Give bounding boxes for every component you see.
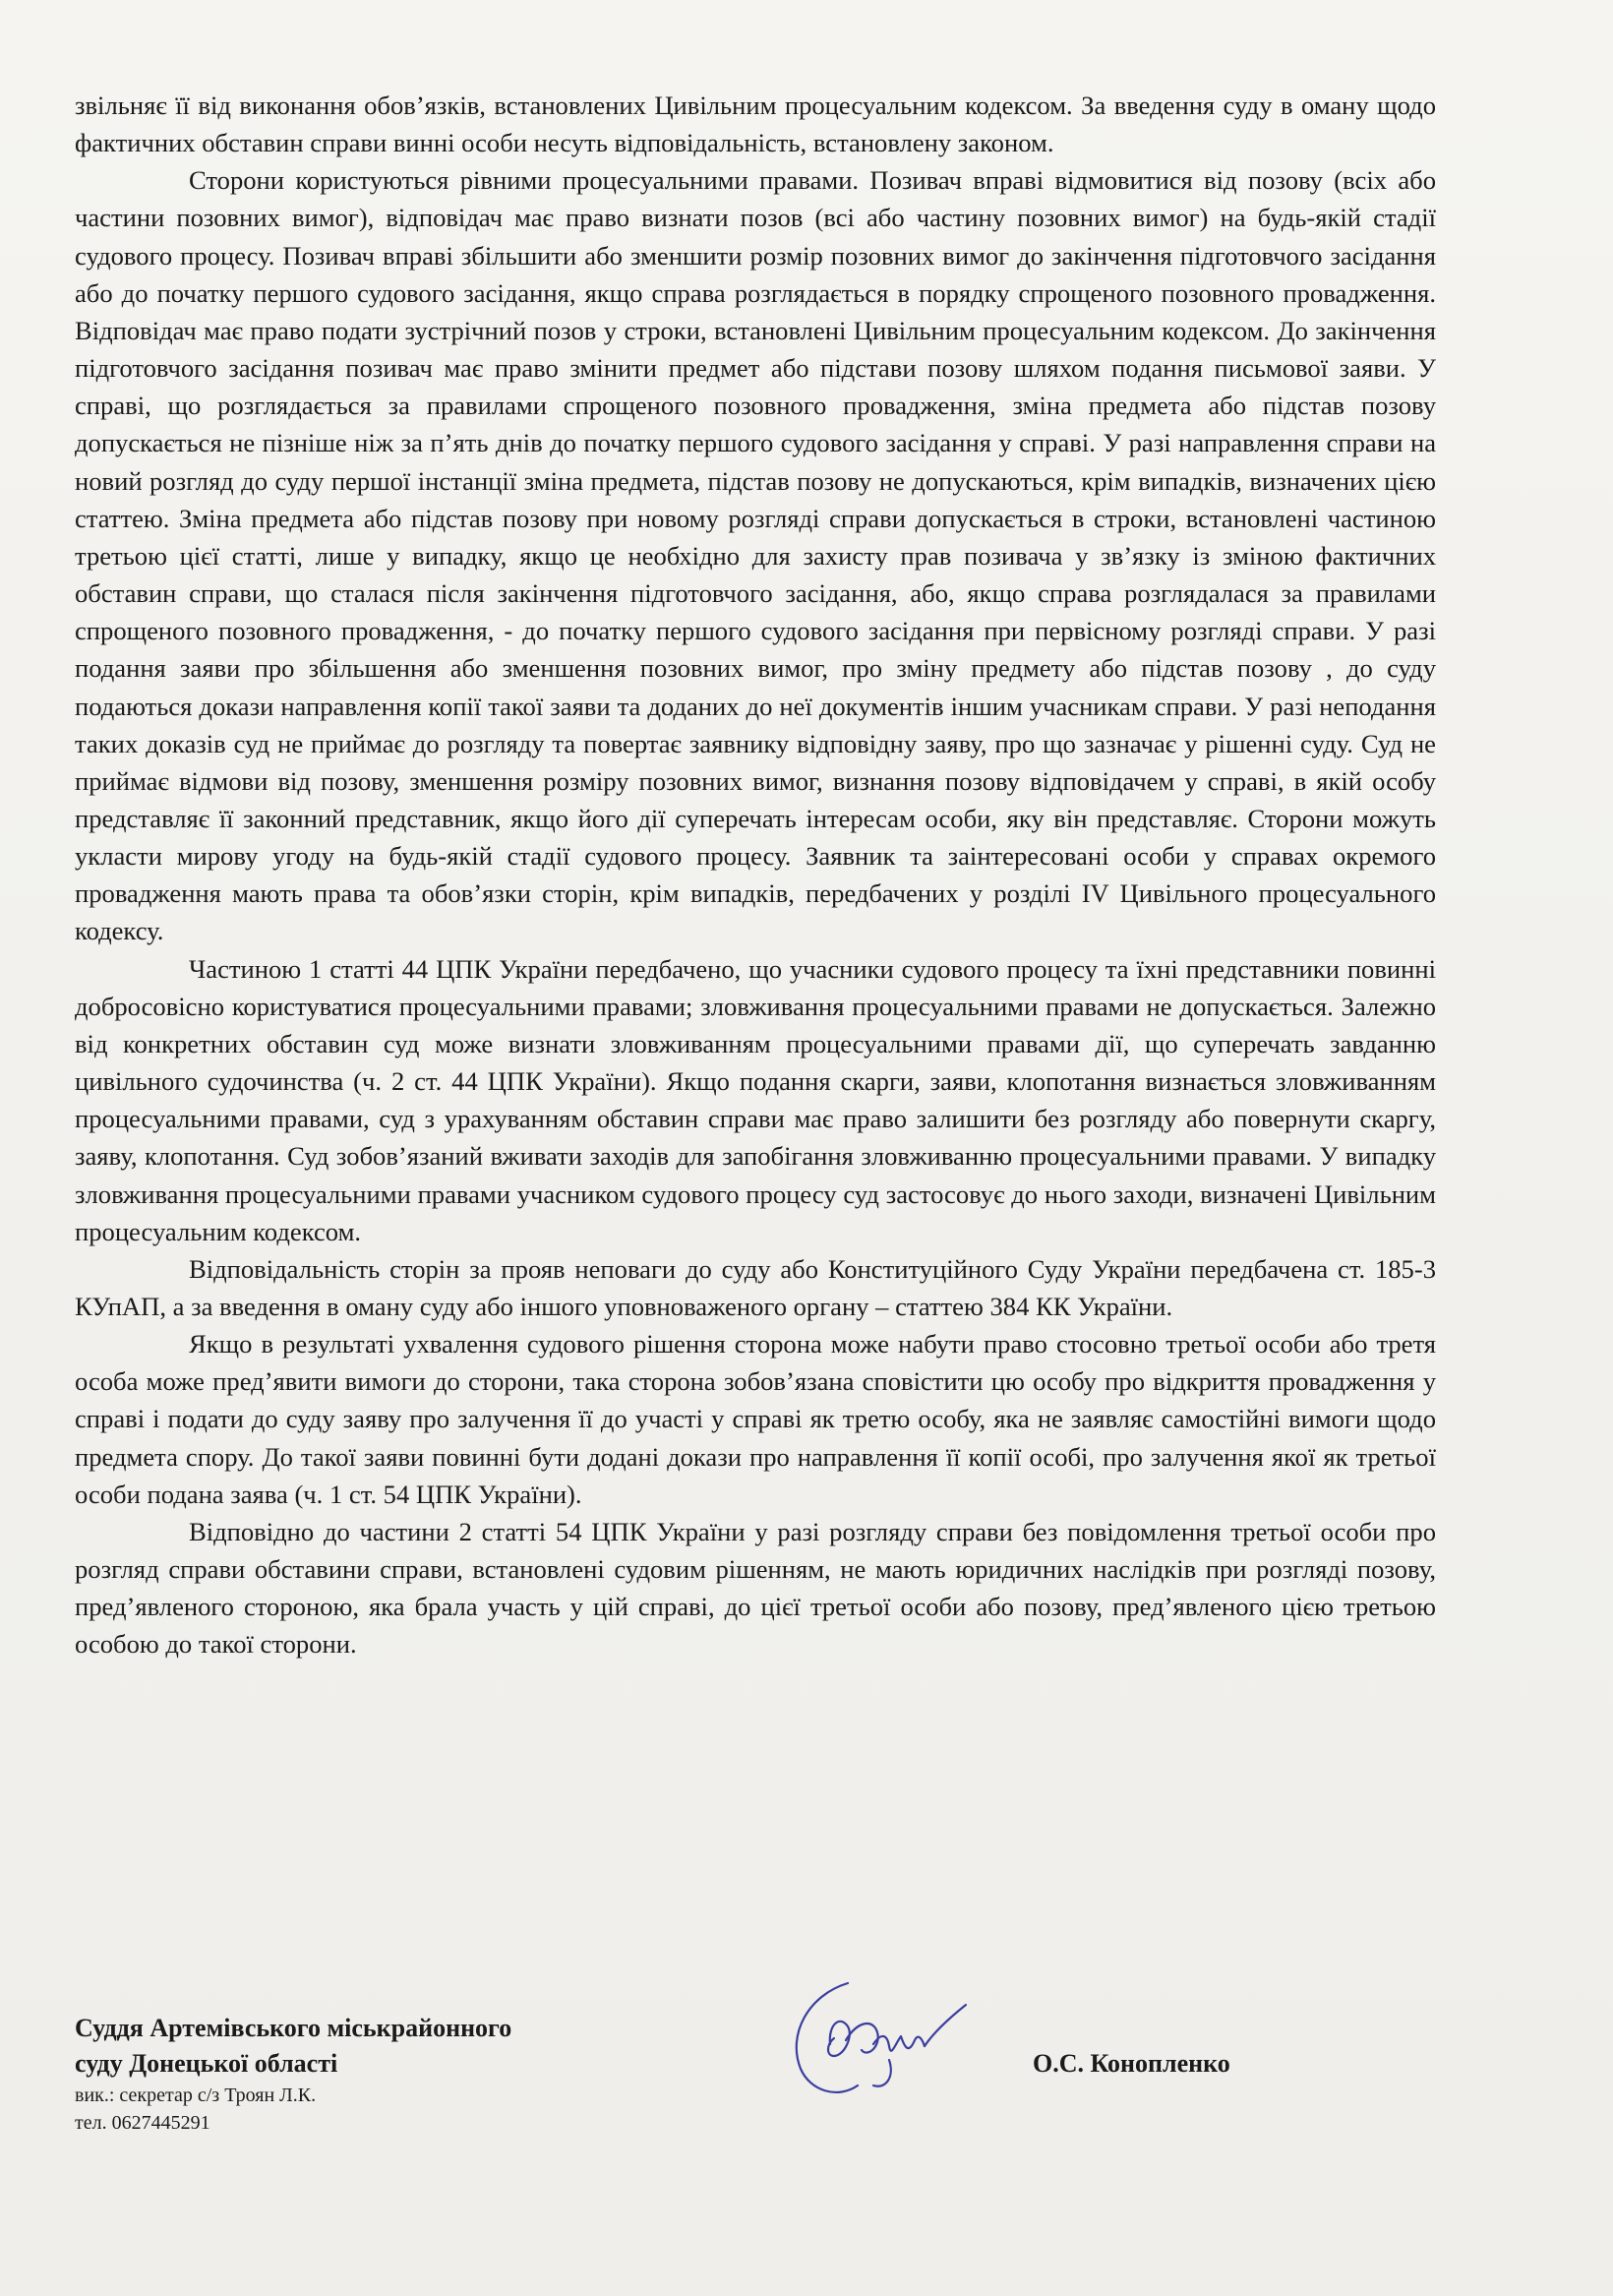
paragraph-5: Якщо в результаті ухвалення судового рішення сторона може набути право стосовно третьої особи або третя особа може пред’явити вимоги до сторони, така сторона зобов’язана сповістити цю особу про відкриття провадження у справі і подати до суду заяву про залучення її до участі у справі як третю особу, яка не заявляє самостійні вимоги щодо предмета спору. До такої заяви повинні бути додані докази про направлення її копії особі, про залучення якої як третьої особи подана заява (ч. 1 ст. 54 ЦПК України). <box>75 1329 1436 1509</box>
judge-name: О.С. Конопленко <box>1033 2049 1230 2078</box>
phone-line: тел. 0627445291 <box>75 2112 210 2134</box>
paragraph-4: Відповідальність сторін за прояв неповаги до суду або Конституційного Суду України передбачена ст. 185-3 КУпАП, а за введення в оману суду або іншого уповноваженого органу – статтею 384 КК України. <box>75 1253 1436 1321</box>
document-body <box>75 87 1436 1663</box>
signature-block <box>75 2011 783 2137</box>
judge-title-line-2: суду Донецької області <box>75 2049 338 2078</box>
judge-title-line-1: Суддя Артемівського міськрайонного <box>75 2014 512 2042</box>
paragraph-3: Частиною 1 статті 44 ЦПК України передбачено, що учасники судового процесу та їхні представники повинні добросовісно користуватися процесуальними правами; зловживання процесуальними правами не допускається. Залежно від конкретних обставин суд може визнати зловживанням процесуальними правами дії, що суперечать завданню цивільного судочинства (ч. 2 ст. 44 ЦПК України). Якщо подання скарги, заяви, клопотання визнається зловживанням процесуальними правами, суд з урахуванням обставин справи має право залишити без розгляду або повернути скаргу, заяву, клопотання. Суд зобов’язаний вживати заходів для запобігання зловживанню процесуальними правами. У випадку зловживання процесуальними правами учасником судового процесу суд застосовує до нього заходи, визначені Цивільним процесуальним кодексом. <box>75 953 1436 1246</box>
handwritten-signature <box>779 1975 976 2103</box>
paragraph-6: Відповідно до частини 2 статті 54 ЦПК України у разі розгляду справи без повідомлення третьої особи про розгляд справи обставини справи, встановлені судовим рішенням, не мають юридичних наслідків при розгляді позову, пред’явленого стороною, яка брала участь у цій справі, до цієї третьої особи або позову, пред’явленого цією третьою особою до такої сторони. <box>75 1516 1436 1660</box>
paragraph-1: звільняє її від виконання обов’язків, встановлених Цивільним процесуальним кодексом. За введення суду в оману щодо фактичних обставин справи винні особи несуть відповідальність, встановлену законом. <box>75 91 1436 158</box>
executor-line: вик.: секретар с/з Троян Л.К. <box>75 2085 317 2106</box>
paragraph-2: Сторони користуються рівними процесуальними правами. Позивач вправі відмовитися від позову (всіх або частини позовних вимог), відповідач має право визнати позов (всі або частину позовних вимог) на будь-якій стадії судового процесу. Позивач вправі збільшити або зменшити розмір позовних вимог до закінчення підготовчого засідання або до початку першого судового засідання, якщо справа розглядається в порядку спрощеного позовного провадження. Відповідач має право подати зустрічний позов у строки, встановлені Цивільним процесуальним кодексом. До закінчення підготовчого засідання позивач має право змінити предмет або підстави позову шляхом подання письмової заяви. У справі, що розглядається за правилами спрощеного позовного провадження, зміна предмета або підстав позову допускається не пізніше ніж за п’ять днів до початку першого судового засідання у справі. У разі направлення справи на новий розгляд до суду першої інстанції зміна предмета, підстав позову не допускаються, крім випадків, визначених цією статтею. Зміна предмета або підстав позову при новому розгляді справи допускається в строки, встановлені частиною третьою цієї статті, лише у випадку, якщо це необхідно для захисту прав позивача у зв’язку із зміною фактичних обставин справи, що сталася після закінчення підготовчого засідання, або, якщо справа розглядалася за правилами спрощеного позовного провадження, - до початку першого судового засідання при первісному розгляді справи. У разі подання заяви про збільшення або зменшення позовних вимог, про зміну предмету або підстав позову , до суду подаються докази направлення копії такої заяви та доданих до неї документів іншим учасникам справи. У разі неподання таких доказів суд не приймає до розгляду та повертає заявнику відповідну заяву, про що зазначає у рішенні суду. Суд не приймає відмови від позову, зменшення розміру позовних вимог, визнання позову відповідачем у справі, в якій особу представляє її законний представник, якщо його дії суперечать інтересам особи, яку він представляє. Сторони можуть укласти мирову угоду на будь-якій стадії судового процесу. Заявник та заінтересовані особи у справах окремого провадження мають права та обов’язки сторін, крім випадків, передбачених у розділі IV Цивільного процесуального кодексу. <box>75 165 1436 946</box>
